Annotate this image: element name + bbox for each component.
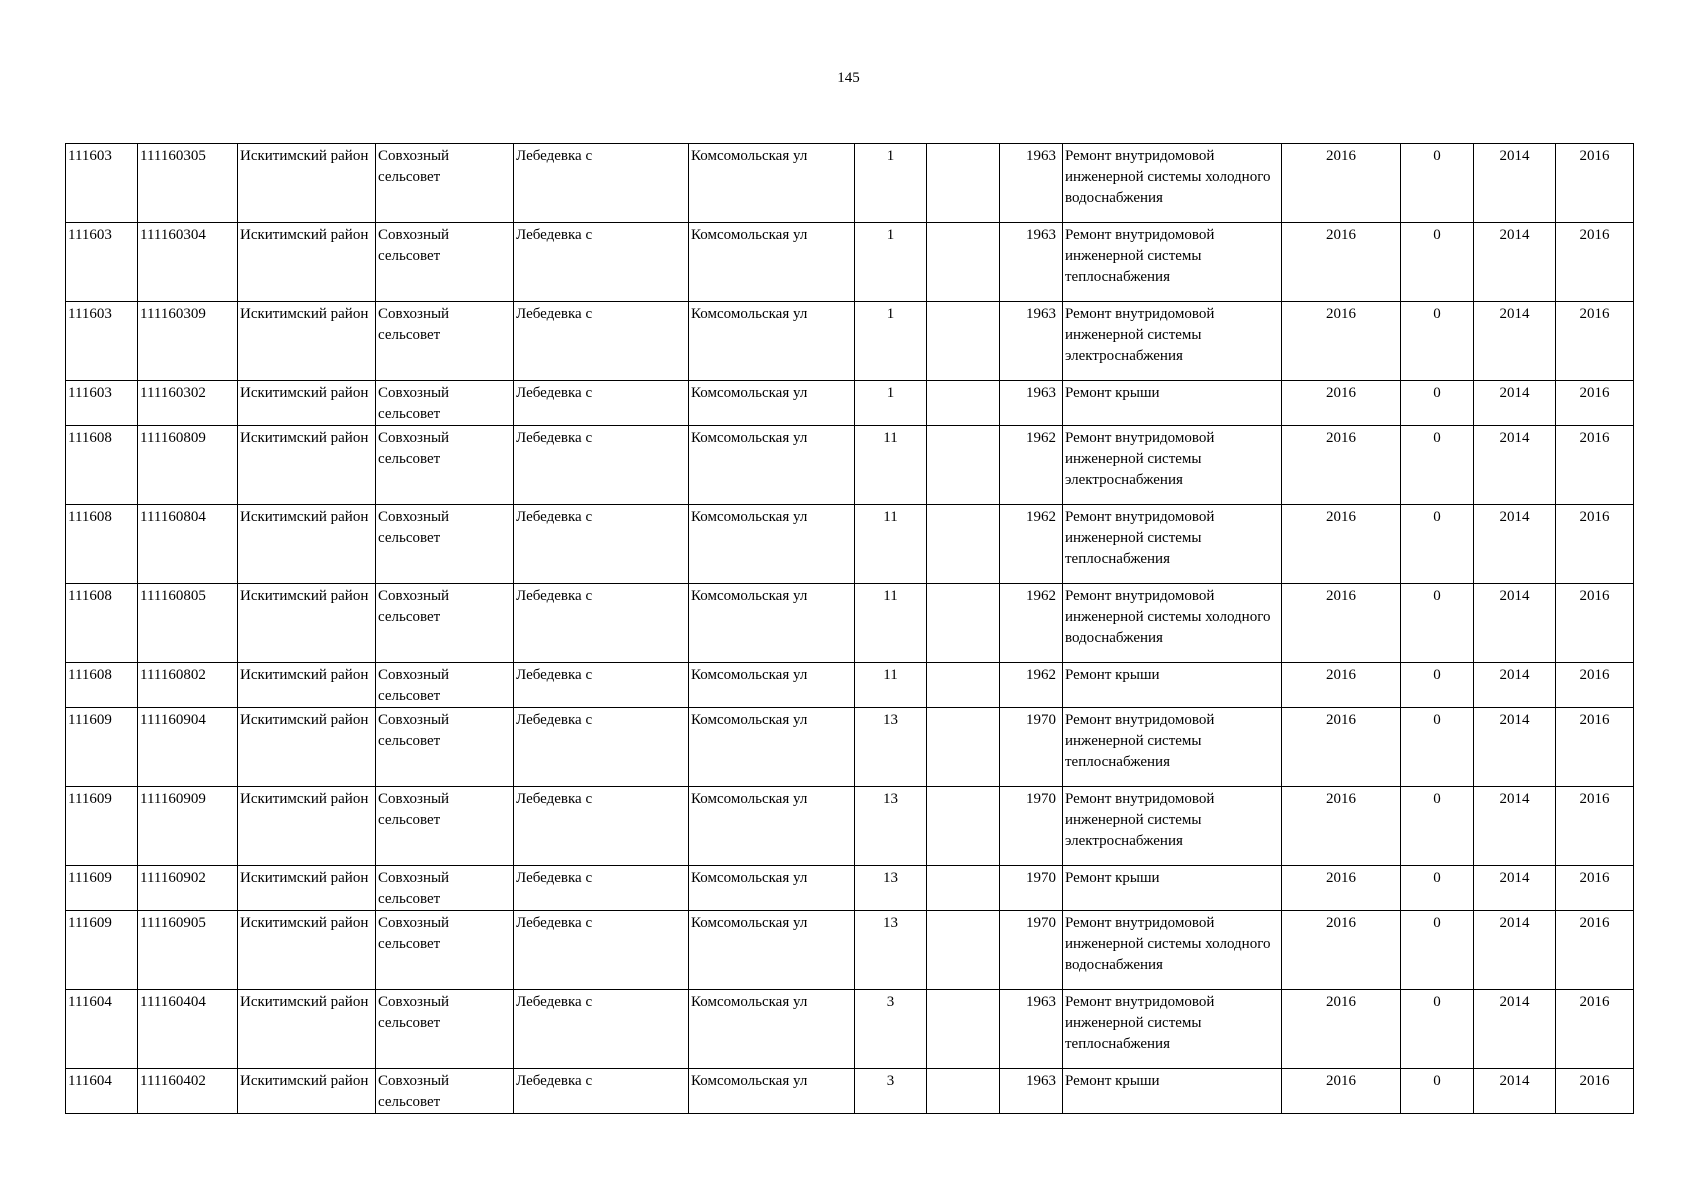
to-year-cell: 2016 — [1556, 990, 1634, 1069]
to-year-cell: 2016 — [1556, 144, 1634, 223]
work-type-cell: Ремонт внутридомовой инженерной системы холодного водоснабжения — [1063, 911, 1282, 990]
to-year-cell: 2016 — [1556, 866, 1634, 911]
flag-cell: 0 — [1401, 663, 1474, 708]
locality-cell: Лебедевка с — [514, 990, 689, 1069]
locality-cell: Лебедевка с — [514, 584, 689, 663]
plan-year-cell: 2016 — [1282, 426, 1401, 505]
work-type-cell: Ремонт внутридомовой инженерной системы электроснабжения — [1063, 787, 1282, 866]
year-built-cell: 1963 — [1000, 302, 1063, 381]
street-cell: Комсомольская ул — [689, 144, 855, 223]
locality-cell: Лебедевка с — [514, 787, 689, 866]
street-cell: Комсомольская ул — [689, 866, 855, 911]
council-cell: Совхозный сельсовет — [376, 990, 514, 1069]
repair-schedule-table — [65, 143, 1634, 1114]
flag-cell: 0 — [1401, 990, 1474, 1069]
empty-cell — [927, 708, 1000, 787]
flag-cell: 0 — [1401, 708, 1474, 787]
table-row — [66, 302, 1634, 381]
empty-cell — [927, 505, 1000, 584]
plan-year-cell: 2016 — [1282, 381, 1401, 426]
district-cell: Искитимский район — [238, 302, 376, 381]
year-built-cell: 1963 — [1000, 223, 1063, 302]
work-type-cell: Ремонт внутридомовой инженерной системы теплоснабжения — [1063, 990, 1282, 1069]
street-cell: Комсомольская ул — [689, 1069, 855, 1114]
code-cell: 111160905 — [138, 911, 238, 990]
to-year-cell: 2016 — [1556, 663, 1634, 708]
plan-year-cell: 2016 — [1282, 708, 1401, 787]
id-cell: 111609 — [66, 787, 138, 866]
locality-cell: Лебедевка с — [514, 866, 689, 911]
empty-cell — [927, 787, 1000, 866]
council-cell: Совхозный сельсовет — [376, 223, 514, 302]
year-built-cell: 1963 — [1000, 990, 1063, 1069]
code-cell: 111160302 — [138, 381, 238, 426]
table-row — [66, 426, 1634, 505]
id-cell: 111603 — [66, 223, 138, 302]
council-cell: Совхозный сельсовет — [376, 381, 514, 426]
flag-cell: 0 — [1401, 381, 1474, 426]
plan-year-cell: 2016 — [1282, 505, 1401, 584]
council-cell: Совхозный сельсовет — [376, 144, 514, 223]
empty-cell — [927, 223, 1000, 302]
empty-cell — [927, 144, 1000, 223]
code-cell: 111160904 — [138, 708, 238, 787]
from-year-cell: 2014 — [1474, 911, 1556, 990]
year-built-cell: 1962 — [1000, 426, 1063, 505]
house-number-cell: 13 — [855, 708, 927, 787]
empty-cell — [927, 663, 1000, 708]
from-year-cell: 2014 — [1474, 866, 1556, 911]
table-row — [66, 505, 1634, 584]
table-row — [66, 144, 1634, 223]
district-cell: Искитимский район — [238, 223, 376, 302]
year-built-cell: 1962 — [1000, 584, 1063, 663]
id-cell: 111604 — [66, 1069, 138, 1114]
house-number-cell: 1 — [855, 302, 927, 381]
locality-cell: Лебедевка с — [514, 708, 689, 787]
page-number: 145 — [837, 70, 860, 86]
plan-year-cell: 2016 — [1282, 990, 1401, 1069]
to-year-cell: 2016 — [1556, 426, 1634, 505]
year-built-cell: 1962 — [1000, 505, 1063, 584]
plan-year-cell: 2016 — [1282, 584, 1401, 663]
empty-cell — [927, 302, 1000, 381]
from-year-cell: 2014 — [1474, 584, 1556, 663]
work-type-cell: Ремонт внутридомовой инженерной системы теплоснабжения — [1063, 223, 1282, 302]
district-cell: Искитимский район — [238, 584, 376, 663]
to-year-cell: 2016 — [1556, 302, 1634, 381]
council-cell: Совхозный сельсовет — [376, 1069, 514, 1114]
year-built-cell: 1963 — [1000, 144, 1063, 223]
locality-cell: Лебедевка с — [514, 911, 689, 990]
council-cell: Совхозный сельсовет — [376, 708, 514, 787]
code-cell: 111160309 — [138, 302, 238, 381]
plan-year-cell: 2016 — [1282, 1069, 1401, 1114]
to-year-cell: 2016 — [1556, 708, 1634, 787]
id-cell: 111603 — [66, 144, 138, 223]
code-cell: 111160802 — [138, 663, 238, 708]
to-year-cell: 2016 — [1556, 223, 1634, 302]
flag-cell: 0 — [1401, 223, 1474, 302]
id-cell: 111609 — [66, 911, 138, 990]
street-cell: Комсомольская ул — [689, 584, 855, 663]
year-built-cell: 1963 — [1000, 1069, 1063, 1114]
code-cell: 111160902 — [138, 866, 238, 911]
table-body — [66, 144, 1634, 1114]
id-cell: 111608 — [66, 663, 138, 708]
id-cell: 111603 — [66, 381, 138, 426]
council-cell: Совхозный сельсовет — [376, 584, 514, 663]
flag-cell: 0 — [1401, 426, 1474, 505]
work-type-cell: Ремонт крыши — [1063, 1069, 1282, 1114]
id-cell: 111608 — [66, 426, 138, 505]
locality-cell: Лебедевка с — [514, 223, 689, 302]
house-number-cell: 13 — [855, 911, 927, 990]
work-type-cell: Ремонт внутридомовой инженерной системы теплоснабжения — [1063, 505, 1282, 584]
code-cell: 111160809 — [138, 426, 238, 505]
council-cell: Совхозный сельсовет — [376, 426, 514, 505]
plan-year-cell: 2016 — [1282, 223, 1401, 302]
work-type-cell: Ремонт внутридомовой инженерной системы электроснабжения — [1063, 302, 1282, 381]
plan-year-cell: 2016 — [1282, 144, 1401, 223]
council-cell: Совхозный сельсовет — [376, 302, 514, 381]
district-cell: Искитимский район — [238, 144, 376, 223]
street-cell: Комсомольская ул — [689, 426, 855, 505]
district-cell: Искитимский район — [238, 911, 376, 990]
plan-year-cell: 2016 — [1282, 302, 1401, 381]
to-year-cell: 2016 — [1556, 505, 1634, 584]
council-cell: Совхозный сельсовет — [376, 663, 514, 708]
house-number-cell: 11 — [855, 584, 927, 663]
street-cell: Комсомольская ул — [689, 787, 855, 866]
street-cell: Комсомольская ул — [689, 663, 855, 708]
flag-cell: 0 — [1401, 302, 1474, 381]
from-year-cell: 2014 — [1474, 663, 1556, 708]
table-row — [66, 584, 1634, 663]
empty-cell — [927, 381, 1000, 426]
house-number-cell: 3 — [855, 990, 927, 1069]
work-type-cell: Ремонт внутридомовой инженерной системы холодного водоснабжения — [1063, 144, 1282, 223]
plan-year-cell: 2016 — [1282, 866, 1401, 911]
house-number-cell: 13 — [855, 787, 927, 866]
council-cell: Совхозный сельсовет — [376, 505, 514, 584]
table-row — [66, 223, 1634, 302]
code-cell: 111160305 — [138, 144, 238, 223]
id-cell: 111609 — [66, 708, 138, 787]
district-cell: Искитимский район — [238, 663, 376, 708]
code-cell: 111160909 — [138, 787, 238, 866]
table-row — [66, 1069, 1634, 1114]
from-year-cell: 2014 — [1474, 223, 1556, 302]
empty-cell — [927, 584, 1000, 663]
district-cell: Искитимский район — [238, 381, 376, 426]
year-built-cell: 1962 — [1000, 663, 1063, 708]
code-cell: 111160804 — [138, 505, 238, 584]
district-cell: Искитимский район — [238, 505, 376, 584]
council-cell: Совхозный сельсовет — [376, 911, 514, 990]
locality-cell: Лебедевка с — [514, 505, 689, 584]
flag-cell: 0 — [1401, 866, 1474, 911]
house-number-cell: 11 — [855, 505, 927, 584]
locality-cell: Лебедевка с — [514, 426, 689, 505]
work-type-cell: Ремонт внутридомовой инженерной системы теплоснабжения — [1063, 708, 1282, 787]
code-cell: 111160402 — [138, 1069, 238, 1114]
from-year-cell: 2014 — [1474, 144, 1556, 223]
from-year-cell: 2014 — [1474, 708, 1556, 787]
table-row — [66, 663, 1634, 708]
street-cell: Комсомольская ул — [689, 302, 855, 381]
plan-year-cell: 2016 — [1282, 911, 1401, 990]
street-cell: Комсомольская ул — [689, 505, 855, 584]
flag-cell: 0 — [1401, 144, 1474, 223]
council-cell: Совхозный сельсовет — [376, 787, 514, 866]
work-type-cell: Ремонт внутридомовой инженерной системы холодного водоснабжения — [1063, 584, 1282, 663]
table-row — [66, 708, 1634, 787]
flag-cell: 0 — [1401, 911, 1474, 990]
from-year-cell: 2014 — [1474, 302, 1556, 381]
district-cell: Искитимский район — [238, 866, 376, 911]
district-cell: Искитимский район — [238, 1069, 376, 1114]
year-built-cell: 1963 — [1000, 381, 1063, 426]
house-number-cell: 11 — [855, 426, 927, 505]
from-year-cell: 2014 — [1474, 990, 1556, 1069]
year-built-cell: 1970 — [1000, 787, 1063, 866]
to-year-cell: 2016 — [1556, 381, 1634, 426]
locality-cell: Лебедевка с — [514, 663, 689, 708]
locality-cell: Лебедевка с — [514, 1069, 689, 1114]
table-row — [66, 990, 1634, 1069]
to-year-cell: 2016 — [1556, 584, 1634, 663]
work-type-cell: Ремонт крыши — [1063, 381, 1282, 426]
locality-cell: Лебедевка с — [514, 302, 689, 381]
flag-cell: 0 — [1401, 505, 1474, 584]
year-built-cell: 1970 — [1000, 866, 1063, 911]
street-cell: Комсомольская ул — [689, 911, 855, 990]
empty-cell — [927, 911, 1000, 990]
id-cell: 111608 — [66, 584, 138, 663]
district-cell: Искитимский район — [238, 708, 376, 787]
from-year-cell: 2014 — [1474, 787, 1556, 866]
id-cell: 111609 — [66, 866, 138, 911]
table-row — [66, 866, 1634, 911]
locality-cell: Лебедевка с — [514, 144, 689, 223]
to-year-cell: 2016 — [1556, 787, 1634, 866]
code-cell: 111160805 — [138, 584, 238, 663]
from-year-cell: 2014 — [1474, 426, 1556, 505]
from-year-cell: 2014 — [1474, 381, 1556, 426]
street-cell: Комсомольская ул — [689, 381, 855, 426]
to-year-cell: 2016 — [1556, 911, 1634, 990]
district-cell: Искитимский район — [238, 426, 376, 505]
empty-cell — [927, 990, 1000, 1069]
table-row — [66, 381, 1634, 426]
year-built-cell: 1970 — [1000, 911, 1063, 990]
flag-cell: 0 — [1401, 584, 1474, 663]
from-year-cell: 2014 — [1474, 1069, 1556, 1114]
code-cell: 111160304 — [138, 223, 238, 302]
street-cell: Комсомольская ул — [689, 223, 855, 302]
id-cell: 111604 — [66, 990, 138, 1069]
house-number-cell: 1 — [855, 144, 927, 223]
house-number-cell: 3 — [855, 1069, 927, 1114]
house-number-cell: 1 — [855, 223, 927, 302]
id-cell: 111603 — [66, 302, 138, 381]
house-number-cell: 1 — [855, 381, 927, 426]
year-built-cell: 1970 — [1000, 708, 1063, 787]
street-cell: Комсомольская ул — [689, 990, 855, 1069]
district-cell: Искитимский район — [238, 990, 376, 1069]
council-cell: Совхозный сельсовет — [376, 866, 514, 911]
flag-cell: 0 — [1401, 787, 1474, 866]
work-type-cell: Ремонт крыши — [1063, 663, 1282, 708]
work-type-cell: Ремонт крыши — [1063, 866, 1282, 911]
district-cell: Искитимский район — [238, 787, 376, 866]
locality-cell: Лебедевка с — [514, 381, 689, 426]
id-cell: 111608 — [66, 505, 138, 584]
code-cell: 111160404 — [138, 990, 238, 1069]
table-row — [66, 787, 1634, 866]
to-year-cell: 2016 — [1556, 1069, 1634, 1114]
street-cell: Комсомольская ул — [689, 708, 855, 787]
flag-cell: 0 — [1401, 1069, 1474, 1114]
house-number-cell: 13 — [855, 866, 927, 911]
plan-year-cell: 2016 — [1282, 787, 1401, 866]
empty-cell — [927, 1069, 1000, 1114]
plan-year-cell: 2016 — [1282, 663, 1401, 708]
empty-cell — [927, 866, 1000, 911]
empty-cell — [927, 426, 1000, 505]
work-type-cell: Ремонт внутридомовой инженерной системы электроснабжения — [1063, 426, 1282, 505]
table-row — [66, 911, 1634, 990]
from-year-cell: 2014 — [1474, 505, 1556, 584]
house-number-cell: 11 — [855, 663, 927, 708]
